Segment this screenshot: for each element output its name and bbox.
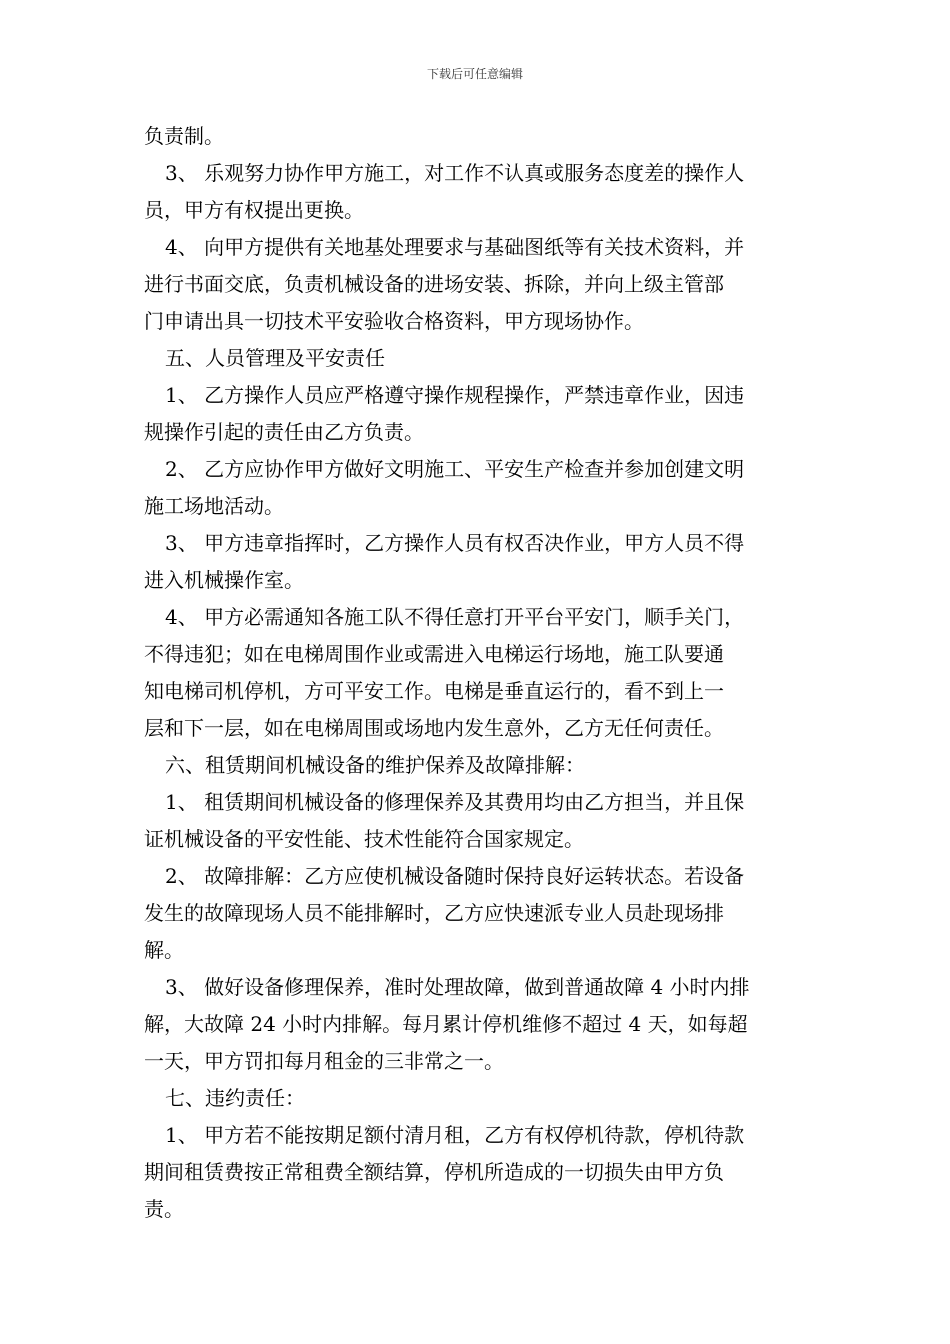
text-line: 3、 乐观努力协作甲方施工，对工作不认真或服务态度差的操作人 [165,161,745,185]
text-line: 层和下一层，如在电梯周围或场地内发生意外，乙方无任何责任。 [144,716,724,740]
text-line: 门申请出具一切技术平安验收合格资料，甲方现场协作。 [144,309,644,333]
text-line: 2、 故障排解：乙方应使机械设备随时保持良好运转状态。若设备 [165,864,745,888]
text-line: 1、 租赁期间机械设备的修理保养及其费用均由乙方担当，并且保 [165,790,745,814]
text-line: 员，甲方有权提出更换。 [144,198,364,222]
text-line: 规操作引起的责任由乙方负责。 [144,420,424,444]
text-line: 解，大故障 24 小时内排解。每月累计停机维修不超过 4 天，如每超 [144,1012,748,1036]
text-line: 期间租赁费按正常租费全额结算，停机所造成的一切损失由甲方负 [144,1160,724,1184]
text-line: 责。 [144,1197,184,1221]
text-line: 进行书面交底，负责机械设备的进场安装、拆除，并向上级主管部 [144,272,724,296]
text-line: 1、 甲方若不能按期足额付清月租，乙方有权停机待款，停机待款 [165,1123,745,1147]
text-line: 知电梯司机停机，方可平安工作。电梯是垂直运行的，看不到上一 [144,679,724,703]
text-line: 解。 [144,938,184,962]
text-line: 4、 向甲方提供有关地基处理要求与基础图纸等有关技术资料，并 [165,235,745,259]
text-line: 五、人员管理及平安责任 [165,346,385,370]
text-line: 3、 甲方违章指挥时，乙方操作人员有权否决作业，甲方人员不得 [165,531,745,555]
text-line: 七、违约责任： [165,1086,305,1110]
text-line: 不得违犯；如在电梯周围作业或需进入电梯运行场地，施工队要通 [144,642,724,666]
text-line: 施工场地活动。 [144,494,284,518]
text-line: 一天，甲方罚扣每月租金的三非常之一。 [144,1049,504,1073]
text-line: 1、 乙方操作人员应严格遵守操作规程操作，严禁违章作业，因违 [165,383,745,407]
text-line: 证机械设备的平安性能、技术性能符合国家规定。 [144,827,584,851]
text-line: 4、 甲方必需通知各施工队不得任意打开平台平安门，顺手关门， [165,605,745,629]
page-header: 下载后可任意编辑 [426,67,523,81]
text-line: 发生的故障现场人员不能排解时，乙方应快速派专业人员赴现场排 [144,901,724,925]
text-line: 2、 乙方应协作甲方做好文明施工、平安生产检查并参加创建文明 [165,457,745,481]
text-line: 3、 做好设备修理保养，准时处理故障，做到普通故障 4 小时内排 [165,975,750,999]
document-body [144,118,814,1228]
text-line: 六、租赁期间机械设备的维护保养及故障排解： [165,753,585,777]
text-line: 负责制。 [144,124,224,148]
text-line: 进入机械操作室。 [144,568,304,592]
